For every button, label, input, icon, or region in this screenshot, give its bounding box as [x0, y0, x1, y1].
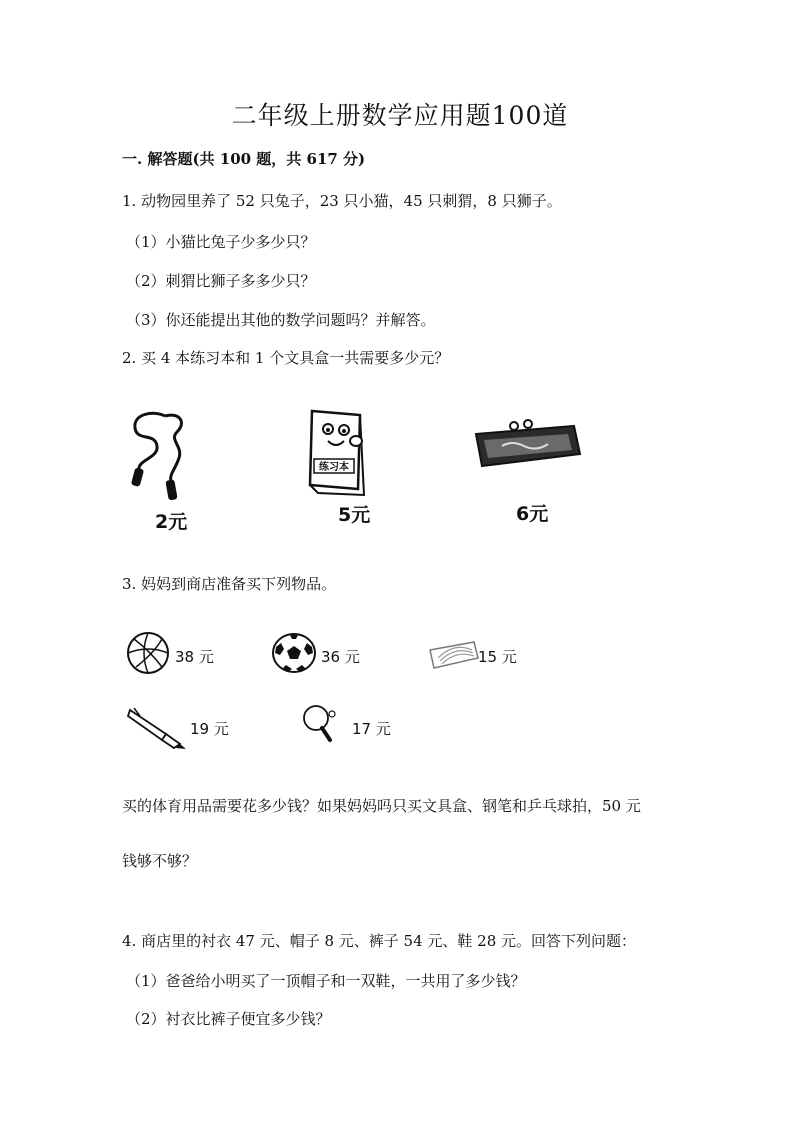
question-1: 1. 动物园里养了 52 只兔子，23 只小猫，45 只刺猬，8 只狮子。 — [122, 192, 562, 210]
page-title: 二年级上册数学应用题100道 — [231, 101, 569, 130]
jump-rope-icon — [125, 408, 195, 503]
pencil-box-icon — [428, 638, 480, 670]
ping-pong-paddle-price: 17 元 — [352, 720, 391, 738]
question-4: 4. 商店里的衬衣 47 元、帽子 8 元、裤子 54 元、鞋 28 元。回答下列问题： — [122, 932, 637, 950]
fountain-pen-icon — [126, 704, 188, 750]
question-1-part-1: （1）小猫比兔子少多少只？ — [126, 233, 316, 251]
question-3-text-line-2: 钱够不够？ — [122, 852, 198, 870]
soccer-ball-icon — [272, 633, 316, 673]
exercise-book-price: 5元 — [338, 504, 371, 526]
pencil-box-price: 15 元 — [478, 648, 517, 666]
question-3-text-line-1: 买的体育用品需要花多少钱？如果妈妈吗只买文具盒、钢笔和乒乓球拍，50 元 — [122, 797, 641, 815]
question-1-part-2: （2）刺猬比狮子多多少只？ — [126, 272, 316, 290]
basketball-icon — [126, 631, 170, 675]
ping-pong-paddle-icon — [302, 704, 338, 744]
basketball-price: 38 元 — [175, 648, 214, 666]
pencil-case-icon — [472, 412, 584, 472]
question-2: 2. 买 4 本练习本和 1 个文具盒一共需要多少元？ — [122, 349, 450, 367]
question-3: 3. 妈妈到商店准备买下列物品。 — [122, 575, 337, 593]
fountain-pen-price: 19 元 — [190, 720, 229, 738]
jump-rope-price: 2元 — [155, 511, 188, 533]
section-heading: 一. 解答题(共 100 题，共 617 分) — [122, 150, 366, 168]
book-label: 练习本 — [319, 462, 349, 473]
pencil-case-price: 6元 — [516, 503, 549, 525]
question-1-part-3: （3）你还能提出其他的数学问题吗？并解答。 — [126, 311, 436, 329]
question-4-part-1: （1）爸爸给小明买了一顶帽子和一双鞋，一共用了多少钱？ — [126, 972, 526, 990]
question-4-part-2: （2）衬衣比裤子便宜多少钱？ — [126, 1010, 331, 1028]
soccer-ball-price: 36 元 — [321, 648, 360, 666]
exercise-book-icon — [298, 405, 378, 500]
